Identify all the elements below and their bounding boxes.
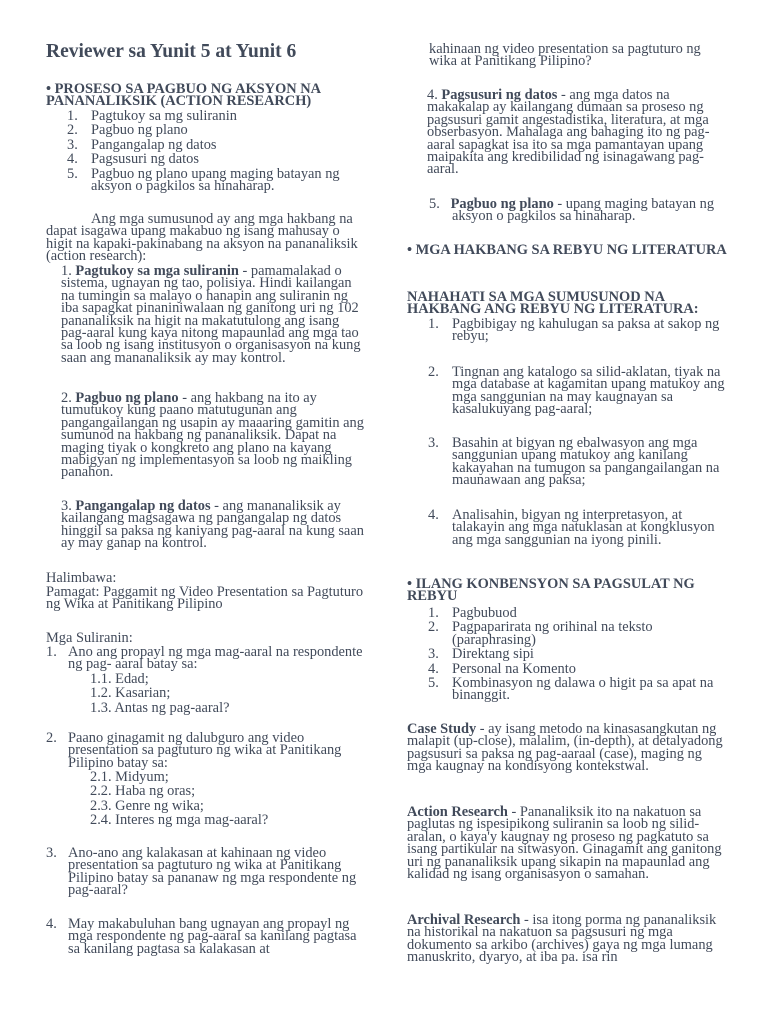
problem-item: 1. Ano ang propayl ng mga mag-aaral na respondente ng pag- aaral batay sa: <box>46 644 363 673</box>
list-item: 1. Pagtukoy sa mg suliranin <box>67 108 237 124</box>
rebyu-step: 4. Analisahin, bigyan ng interpretasyon, at talakayin ang mga natuklasan at kongklusyon ang mga sanggunian na iyong pinili. <box>428 507 715 548</box>
list-item: 5. Kombinasyon ng dalawa o higit pa sa apat na binanggit. <box>428 675 714 704</box>
list-item: 2.3. Genre ng wika; <box>90 797 204 814</box>
problem-item: 4. May makabuluhan bang ugnayan ang propayl ng mga respondente ng pag-aaral sa kanilang pagtasa sa kanilang pagtasa sa kalakasan at <box>46 916 357 957</box>
continued-text: kahinaan ng video presentation sa pagtuturo ng wika at Panitikang Pilipino? <box>429 41 701 70</box>
list-item: 1. Pagbubuod <box>428 605 517 621</box>
list-item: 3. Direktang sipi <box>428 646 534 663</box>
list-item: 3. Pangangalap ng datos <box>67 136 217 153</box>
problem-item: 3. Ano-ano ang kalakasan at kahinaan ng video presentation sa pagtuturo ng wika at Panitikang Pilipino batay sa pananaw ng mga respondente ng pag-aaral? <box>46 845 357 899</box>
action-research-heading: • PROSESO SA PAGBUO NG AKSYON NA PANANALIKSIK (ACTION RESEARCH) <box>46 81 321 110</box>
definition-case-study: Case Study - ay isang metodo na kinasasangkutan ng malapit (up-close), malalim, (in-depth), at detalyadong pagsusuri sa paksa ng pag-aaraal (case), maging ng mga kaugnay na kondisyong kontekstwal. <box>407 721 723 775</box>
action-research-intro: Ang mga sumusunod ay ang mga hakbang na dapat isagawa upang makabuo ng isang mahusay o higit na kapaki-pakinabang na aksyon na pananaliksik (action research): <box>46 211 358 265</box>
definition-archival-research: Archival Research - isa itong porma ng pananaliksik na historikal na nakatuon sa pagsusuri ng mga dokumento sa arkibo (archives) gaya ng mga lumang manuskrito, dyaryo, at iba pa. isa rin <box>407 912 717 966</box>
list-item: 4. Personal na Komento <box>428 660 576 677</box>
problems-label: Mga Suliranin: <box>46 630 133 646</box>
list-item: 1.2. Kasarian; <box>90 685 171 702</box>
list-item: 2. Pagpaparirata ng orihinal na teksto (paraphrasing) <box>428 619 653 648</box>
list-item: 2.4. Interes ng mga mag-aaral? <box>90 812 269 829</box>
example-title: Pamagat: Paggamit ng Video Presentation sa Pagtuturo ng Wika at Panitikang Pilipino <box>46 584 364 613</box>
definition-action-research: Action Research - Pananaliksik ito na nakatuon sa paglutas ng ispesipikong suliranin sa loob ng silid-aralan, o kaya'y kaugnay ng proseso ng pagkatuto sa isang partikular na sitwasyon. Ginagamit ang ganitong uri ng pananaliksik upang sikapin na mapaunlad ang kalidad ng isang organisasyon o samahan. <box>407 804 722 883</box>
rebyu-step: 3. Basahin at bigyan ng ebalwasyon ang mga sanggunian upang matukoy ang kanilang kakayahan na tumugon sa pangangailangan na maunawaan ang paksa; <box>428 435 720 489</box>
list-item: 1.1. Edad; <box>90 671 149 687</box>
detail-item: 3. Pangangalap ng datos - ang mananaliksik ay kailangang magsagawa ng pangangalap ng datos hinggil sa paksa ng kaniyang pag-aaral na kung saan ay may ganap na kontrol. <box>61 498 364 552</box>
page-title: Reviewer sa Yunit 5 at Yunit 6 <box>46 41 297 62</box>
rebyu-step: 2. Tingnan ang katalogo sa silid-aklatan, tiyak na mga database at kagamitan upang matukoy ang mga sanggunian na may kaugnayan sa kasalukuyang pag-aaral; <box>428 364 725 418</box>
detail-item: 5. Pagbuo ng plano - upang maging batayan ng aksyon o pagkilos sa hinaharap. <box>429 196 715 225</box>
konbensyon-heading: • ILANG KONBENSYON SA PAGSULAT NG REBYU <box>407 576 695 605</box>
example-label: Halimbawa: <box>46 570 117 586</box>
detail-item: 1. Pagtukoy sa mga suliranin - pamamalakad o sistema, ugnayan ng tao, polisiya. Hindi kailangan na tumingin sa malayo o hanapin ang suliranin ng iba sapagkat pinaniniwalaan ng ganitong uri ng 102 pananaliksik na higit na makatutulong ang isang pag-aaral kung kaya nitong mapaunlad ang mga tao sa loob ng isang institusyon o organisasyon na kung saan ang mananaliksik ay may kontrol. <box>61 263 361 366</box>
list-item: 5. Pagbuo ng plano upang maging batayan ng aksyon o pagkilos sa hinaharap. <box>67 165 340 195</box>
rebyu-heading: • MGA HAKBANG SA REBYU NG LITERATURA <box>407 242 727 258</box>
konbensyon-list <box>407 607 727 704</box>
action-research-steps <box>46 110 364 194</box>
problem-sub-list <box>90 771 364 829</box>
problem-item: 2. Paano ginagamit ng dalubguro ang video presentation sa pagtuturo ng wika at Panitikang Pilipino batay sa: <box>46 730 342 771</box>
list-item: 4. Pagsusuri ng datos <box>67 151 199 168</box>
detail-item: 4. Pagsusuri ng datos - ang mga datos na makakalap ay kailangang dumaan sa proseso ng pagsusuri gamit angestadistika, literatura, at mga obserbasyon. Mahalaga ang bahaging ito ng pag-aaral sapagkat isa ito sa mga pamantayan upang maipakita ang kredibilidad ng isinagawang pag-aaral. <box>427 87 710 178</box>
list-item: 2.2. Haba ng oras; <box>90 783 196 800</box>
list-item: 1.3. Antas ng pag-aaral? <box>90 699 230 716</box>
problem-sub-list <box>90 673 364 716</box>
list-item: 2.1. Midyum; <box>90 769 169 785</box>
list-item: 2. Pagbuo ng plano <box>67 122 188 139</box>
rebyu-subheading: NAHAHATI SA MGA SUMUSUNOD NA HAKBANG ANG REBYU NG LITERATURA: <box>407 289 699 318</box>
detail-item: 2. Pagbuo ng plano - ang hakbang na ito ay tumutukoy kung paano matutugunan ang pangangailangan ng usapin ay maaaring gamitin ang sumunod na hakbang ng pananaliksik. Dapat na maging tiyak o kongkreto ang plano na kayang mabigyan ng implementasyon sa loob ng maikling panahon. <box>61 390 364 481</box>
rebyu-step: 1. Pagbibigay ng kahulugan sa paksa at sakop ng rebyu; <box>428 316 720 345</box>
